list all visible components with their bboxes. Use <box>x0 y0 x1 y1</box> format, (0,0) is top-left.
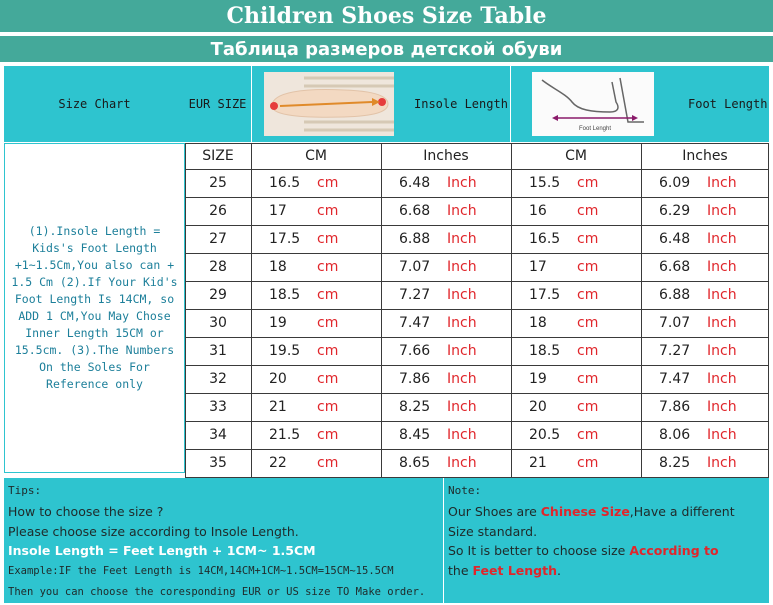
grid-line <box>768 143 769 477</box>
insole-inch-cell-value: 7.66 <box>399 343 431 359</box>
insole-cm-cell-unit: cm <box>317 371 339 387</box>
foot-inch-cell-unit: Inch <box>707 371 737 387</box>
note-highlight: Feet Length <box>472 563 557 578</box>
foot-icon <box>532 72 654 136</box>
side-note-text: (1).Insole Length = Kids's Foot Length +1~1.5Cm,You also can + 1.5 Cm (2).If Your Kid's Foot Length Is 14CM, so ADD 1 CM,You May Chose Inner Length 15CM or 15.5cm. (3).The Numbers On the Soles For Reference only <box>11 224 178 391</box>
size-cell <box>185 337 251 365</box>
note-line-2: Size standard. <box>448 524 538 539</box>
foot-length-label: Foot Length <box>688 97 768 111</box>
grid-line <box>511 143 512 477</box>
insole-cm-cell-value: 19 <box>269 315 287 331</box>
foot-inch-cell <box>641 309 769 337</box>
size-table <box>185 143 769 473</box>
size-cell-value: 33 <box>209 399 227 415</box>
foot-inch-cell-unit: Inch <box>707 231 737 247</box>
foot-cm-column-header-value: CM <box>565 148 587 164</box>
eur-size-label: EUR SIZE <box>188 97 247 111</box>
foot-inch-cell <box>641 337 769 365</box>
insole-inch-cell-unit: Inch <box>447 315 477 331</box>
foot-cm-cell-unit: cm <box>577 399 599 415</box>
foot-cm-cell-value: 16 <box>529 203 547 219</box>
size-cell-value: 26 <box>209 203 227 219</box>
tips-heading: Tips: <box>8 484 42 497</box>
insole-inch-cell <box>381 421 511 449</box>
insole-inch-cell <box>381 169 511 197</box>
insole-cm-cell-unit: cm <box>317 259 339 275</box>
foot-cm-cell-unit: cm <box>577 259 599 275</box>
grid-line <box>185 225 769 226</box>
grid-line <box>185 197 769 198</box>
note-text: . <box>556 563 561 578</box>
insole-cm-cell <box>251 393 381 421</box>
foot-inch-cell-unit: Inch <box>707 455 737 471</box>
foot-inch-cell-value: 7.27 <box>659 343 691 359</box>
size-cell <box>185 393 251 421</box>
insole-cm-column-header-value: CM <box>305 148 327 164</box>
insole-cm-cell <box>251 365 381 393</box>
size-cell-value: 29 <box>209 287 227 303</box>
foot-cm-cell-unit: cm <box>577 427 599 443</box>
note-text: So It is better to choose size <box>448 543 630 558</box>
insole-inch-cell-unit: Inch <box>447 399 477 415</box>
insole-cm-cell-unit: cm <box>317 455 339 471</box>
insole-cm-cell <box>251 281 381 309</box>
insole-cm-cell <box>251 169 381 197</box>
insole-inch-cell-unit: Inch <box>447 203 477 219</box>
foot-cm-cell-unit: cm <box>577 231 599 247</box>
insole-inch-cell-unit: Inch <box>447 371 477 387</box>
foot-inch-cell <box>641 225 769 253</box>
foot-inch-cell-value: 7.86 <box>659 399 691 415</box>
insole-inch-cell <box>381 309 511 337</box>
note-text: Our Shoes are <box>448 504 541 519</box>
size-cell <box>185 197 251 225</box>
foot-cm-cell-value: 20 <box>529 399 547 415</box>
side-note <box>4 143 185 473</box>
foot-inch-cell <box>641 197 769 225</box>
foot-inch-cell <box>641 253 769 281</box>
insole-inch-cell-unit: Inch <box>447 343 477 359</box>
size-cell <box>185 225 251 253</box>
insole-inch-cell-value: 8.45 <box>399 427 431 443</box>
foot-cm-cell-value: 17.5 <box>529 287 561 303</box>
grid-line <box>251 143 252 477</box>
grid-line <box>185 143 769 144</box>
note-highlight: According to <box>629 543 719 558</box>
grid-line <box>185 143 186 477</box>
size-chart-label: Size Chart <box>58 97 131 111</box>
foot-inch-cell-value: 7.47 <box>659 371 691 387</box>
note-panel <box>443 478 769 603</box>
page-title: Children Shoes Size Table <box>0 0 773 34</box>
insole-inch-cell-unit: Inch <box>447 259 477 275</box>
grid-line <box>185 169 769 170</box>
foot-inch-cell-value: 6.88 <box>659 287 691 303</box>
note-text: the <box>448 563 473 578</box>
insole-inch-cell <box>381 197 511 225</box>
size-cell <box>185 365 251 393</box>
insole-cm-cell-unit: cm <box>317 399 339 415</box>
foot-cm-column-header <box>511 143 641 169</box>
insole-cm-cell <box>251 421 381 449</box>
insole-inch-cell-value: 7.07 <box>399 259 431 275</box>
grid-line <box>185 393 769 394</box>
size-cell-value: 31 <box>209 343 227 359</box>
insole-cm-cell-value: 16.5 <box>269 175 301 191</box>
size-cell-value: 30 <box>209 315 227 331</box>
foot-cm-cell <box>511 449 641 477</box>
foot-inches-column-header <box>641 143 769 169</box>
grid-line <box>185 253 769 254</box>
foot-cm-cell <box>511 281 641 309</box>
foot-inch-cell-value: 6.48 <box>659 231 691 247</box>
foot-inch-cell-unit: Inch <box>707 343 737 359</box>
note-text: ,Have a different <box>629 504 735 519</box>
foot-inch-cell-value: 6.09 <box>659 175 691 191</box>
grid-line <box>185 421 769 422</box>
insole-inch-cell-value: 6.68 <box>399 203 431 219</box>
note-highlight: Chinese Size <box>540 504 630 519</box>
size-cell-value: 32 <box>209 371 227 387</box>
insole-cm-cell-value: 17 <box>269 203 287 219</box>
insole-inch-cell-unit: Inch <box>447 175 477 191</box>
insole-cm-cell <box>251 337 381 365</box>
size-column-header-value: SIZE <box>202 148 234 164</box>
grid-line <box>381 143 382 477</box>
foot-cm-cell <box>511 393 641 421</box>
insole-cm-column-header <box>251 143 381 169</box>
foot-inch-cell-unit: Inch <box>707 315 737 331</box>
insole-inch-cell-value: 8.65 <box>399 455 431 471</box>
foot-inch-cell <box>641 393 769 421</box>
foot-cm-cell <box>511 197 641 225</box>
insole-inch-cell-unit: Inch <box>447 427 477 443</box>
insole-cm-cell <box>251 197 381 225</box>
size-cell <box>185 253 251 281</box>
foot-inch-cell-value: 6.68 <box>659 259 691 275</box>
tips-line-5: Then you can choose the coresponding EUR or US size TO Make order. <box>8 586 426 598</box>
grid-line <box>185 309 769 310</box>
note-heading: Note: <box>448 484 482 497</box>
grid-line <box>641 143 642 477</box>
insole-inch-cell-value: 7.47 <box>399 315 431 331</box>
foot-cm-cell <box>511 365 641 393</box>
foot-inch-cell-unit: Inch <box>707 203 737 219</box>
foot-inch-cell-unit: Inch <box>707 427 737 443</box>
foot-inch-cell-value: 8.06 <box>659 427 691 443</box>
foot-inch-cell-unit: Inch <box>707 287 737 303</box>
grid-line <box>185 281 769 282</box>
foot-inch-cell-unit: Inch <box>707 175 737 191</box>
grid-line <box>185 337 769 338</box>
foot-inch-cell-unit: Inch <box>707 399 737 415</box>
insole-cm-cell-unit: cm <box>317 315 339 331</box>
foot-cm-cell <box>511 309 641 337</box>
tips-line-1: How to choose the size ? <box>8 504 164 519</box>
foot-inch-cell <box>641 365 769 393</box>
foot-cm-cell-value: 17 <box>529 259 547 275</box>
size-cell-value: 27 <box>209 231 227 247</box>
insole-inch-cell-unit: Inch <box>447 455 477 471</box>
foot-cm-cell-unit: cm <box>577 371 599 387</box>
insole-cm-cell-value: 18 <box>269 259 287 275</box>
size-cell-value: 34 <box>209 427 227 443</box>
foot-cm-cell-unit: cm <box>577 175 599 191</box>
insole-inch-cell-value: 7.86 <box>399 371 431 387</box>
insole-cm-cell-unit: cm <box>317 287 339 303</box>
insole-cm-cell-value: 20 <box>269 371 287 387</box>
foot-image <box>532 72 654 136</box>
insole-cm-cell-value: 22 <box>269 455 287 471</box>
insole-cm-cell-value: 19.5 <box>269 343 301 359</box>
insole-inch-cell <box>381 281 511 309</box>
header-divider <box>251 66 252 142</box>
size-cell <box>185 449 251 477</box>
insole-icon <box>264 72 394 136</box>
insole-inches-column-header <box>381 143 511 169</box>
insole-inch-cell <box>381 225 511 253</box>
tips-example: Example:IF the Feet Length is 14CM,14CM+1CM~1.5CM=15CM~15.5CM <box>8 565 394 577</box>
grid-line <box>185 365 769 366</box>
foot-cm-cell <box>511 421 641 449</box>
note-line-4 <box>448 563 561 578</box>
size-cell-value: 25 <box>209 175 227 191</box>
insole-inch-cell-value: 6.48 <box>399 175 431 191</box>
foot-cm-cell-value: 15.5 <box>529 175 561 191</box>
foot-inch-cell-unit: Inch <box>707 259 737 275</box>
insole-inches-column-header-value: Inches <box>423 148 469 164</box>
foot-cm-cell-unit: cm <box>577 455 599 471</box>
insole-image <box>264 72 394 136</box>
foot-inch-cell <box>641 169 769 197</box>
insole-inch-cell-value: 6.88 <box>399 231 431 247</box>
size-column-header <box>185 143 251 169</box>
foot-inch-cell-value: 7.07 <box>659 315 691 331</box>
insole-cm-cell-unit: cm <box>317 343 339 359</box>
foot-cm-cell-value: 21 <box>529 455 547 471</box>
foot-cm-cell <box>511 253 641 281</box>
insole-inch-cell-unit: Inch <box>447 231 477 247</box>
size-cell <box>185 169 251 197</box>
size-cell-value: 35 <box>209 455 227 471</box>
foot-cm-cell <box>511 169 641 197</box>
foot-cm-cell-value: 18 <box>529 315 547 331</box>
foot-inch-cell-value: 6.29 <box>659 203 691 219</box>
foot-inch-cell-value: 8.25 <box>659 455 691 471</box>
foot-cm-cell-value: 20.5 <box>529 427 561 443</box>
foot-inch-cell <box>641 449 769 477</box>
insole-cm-cell-unit: cm <box>317 175 339 191</box>
size-cell-value: 28 <box>209 259 227 275</box>
insole-cm-cell-unit: cm <box>317 203 339 219</box>
insole-cm-cell-unit: cm <box>317 231 339 247</box>
foot-inch-cell <box>641 421 769 449</box>
foot-cm-cell-value: 19 <box>529 371 547 387</box>
insole-inch-cell-value: 8.25 <box>399 399 431 415</box>
foot-image-caption: Foot Lenght <box>578 126 612 132</box>
insole-inch-cell <box>381 449 511 477</box>
tips-panel <box>4 478 443 603</box>
insole-cm-cell-unit: cm <box>317 427 339 443</box>
foot-cm-cell-value: 18.5 <box>529 343 561 359</box>
insole-cm-cell-value: 21.5 <box>269 427 301 443</box>
size-cell <box>185 281 251 309</box>
insole-cm-cell <box>251 253 381 281</box>
insole-inch-cell-value: 7.27 <box>399 287 431 303</box>
size-cell <box>185 421 251 449</box>
foot-cm-cell-unit: cm <box>577 343 599 359</box>
foot-cm-cell <box>511 225 641 253</box>
tips-formula: Insole Length = Feet Length + 1CM~ 1.5CM <box>8 543 316 558</box>
insole-inch-cell <box>381 337 511 365</box>
insole-inch-cell <box>381 365 511 393</box>
grid-line <box>185 449 769 450</box>
insole-cm-cell <box>251 309 381 337</box>
foot-cm-cell <box>511 337 641 365</box>
insole-inch-cell-unit: Inch <box>447 287 477 303</box>
insole-length-label: Insole Length <box>414 97 508 111</box>
foot-cm-cell-value: 16.5 <box>529 231 561 247</box>
foot-inches-column-header-value: Inches <box>682 148 728 164</box>
insole-inch-cell <box>381 253 511 281</box>
foot-cm-cell-unit: cm <box>577 203 599 219</box>
insole-cm-cell-value: 18.5 <box>269 287 301 303</box>
note-line-3 <box>448 543 719 558</box>
foot-inch-cell <box>641 281 769 309</box>
size-cell <box>185 309 251 337</box>
foot-cm-cell-unit: cm <box>577 287 599 303</box>
tips-line-2: Please choose size according to Insole Length. <box>8 524 299 539</box>
foot-cm-cell-unit: cm <box>577 315 599 331</box>
header-divider-2 <box>510 66 511 142</box>
insole-cm-cell-value: 21 <box>269 399 287 415</box>
insole-cm-cell <box>251 449 381 477</box>
insole-cm-cell-value: 17.5 <box>269 231 301 247</box>
note-line-1 <box>448 504 735 519</box>
insole-inch-cell <box>381 393 511 421</box>
page-subtitle: Таблица размеров детской обуви <box>0 36 773 64</box>
insole-cm-cell <box>251 225 381 253</box>
